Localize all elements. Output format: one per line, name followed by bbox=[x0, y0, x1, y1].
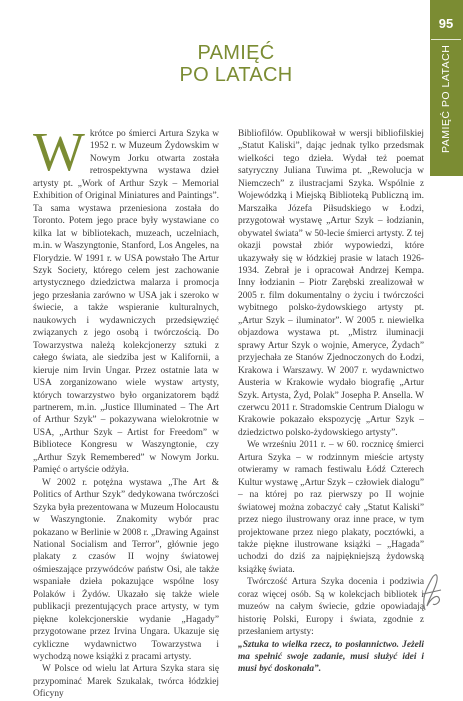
paragraph-text: krótce po śmierci Artura Szyka w 1952 r. w Muzeum Żydowskim w Nowym Jorku otwarta została retrospektywna wystawa dzieł artysty pt. „Work of Arthur Szyk – Memorial Exhibition of Original Miniatures and Paintings”. Ta sama wystawa przeniesiona została do Toronto. Potem jego prace były wystawiane co kilka lat w bibliotekach, muzeach, uczelniach, m.in. w Waszyngtonie, Stanford, Los Angeles, na Florydzie. W 1991 r. w USA powstało The Artur Szyk Society, którego celem jest zachowanie artystycznego dziedzictwa malarza i promocja jego przesłania zarówno w USA jak i szeroko w świecie, a także wspieranie kulturalnych, naukowych i wydawniczych przedsięwzięć związanych z jego osobą i twórczością. Do Towarzystwa należą kolekcjonerzy sztuki z całego świata, ale siedziba jest w Kalifornii, a kieruje nim Irvin Ungar. Przez ostatnie lata w USA zorganizowano wiele wystaw artysty, których towarzystwo było organizatorem bądź partnerem, m.in. „Justice Illuminated – The Art of Arthur Szyk” – pokazywana wielokrotnie w USA, „Arthur Szyk – Artist for Freedom” w Bibliotece Kongresu w Waszyngtonie, czy „Arthur Szyk Remembered” w Nowym Jorku. Pamięć o artyście odżyła. bbox=[33, 129, 219, 476]
page-number: 95 bbox=[438, 16, 454, 31]
sidebar-tab bbox=[430, 0, 463, 176]
paragraph bbox=[33, 121, 219, 477]
title-line-1: PAMIĘĆ bbox=[197, 42, 275, 64]
paragraph: W Polsce od wielu lat Artura Szyka stara się przypominać Marek Szukalak, twórca łódzkiej Oficyny bbox=[33, 664, 219, 700]
right-column bbox=[238, 128, 424, 676]
article-title bbox=[160, 42, 312, 86]
left-column bbox=[33, 121, 219, 701]
paragraph: Bibliofilów. Opublikował w wersji bibliofilskiej „Statut Kaliski”, dając jednak tylko przedsmak wielkości tego dzieła. Wydał też poemat satyryczny Juliana Tuwima pt. „Rewolucja w Niemczech” z ilustracjami Szyka. Wspólnie z Wojewódzką i Miejską Biblioteką Publiczną im. Marszałka Józefa Piłsudskiego w Łodzi, przygotował wystawę „Artur Szyk – łodzianin, obywatel świata” w 50-lecie śmierci artysty. Z tej okazji powstał zbiór wypowiedzi, które ukazywały się w łódzkiej prasie w latach 1926-1934. Zebrał je i opracował Andrzej Kempa. Inny łodzianin – Piotr Zarębski zrealizował w 2005 r. film dokumentalny o życiu i twórczości wybitnego polsko-żydowskiego artysty pt. „Artur Szyk – iluminator”. W 2005 r. niewielka objazdowa wystawa pt. „Mistrz iluminacji sprawy Artur Szyk o wojnie, Ameryce, Żydach” przyjechała ze Stanów Zjednoczonych do Łodzi, Krakowa i Warszawy. W 2007 r. wydawnictwo Austeria w Krakowie wydało biografię „Artur Szyk. Artysta, Żyd, Polak” Josepha P. Ansella. W czerwcu 2011 r. Stradomskie Centrum Dialogu w Krakowie pokazało ekspozycję „Artur Szyk – dziedzictwo polsko-żydowskiego artysty”. bbox=[238, 129, 424, 438]
paragraph: Twórczość Artura Szyka docenia i podziwia coraz więcej osób. Są w kolekcjach bibliotek i muzeów na całym świecie, gdzie opowiadają historię Polski, Europy i świata, zgodnie z przesłaniem artysty: bbox=[238, 577, 424, 638]
closing-quote: „Sztuka to wielka rzecz, to posłannictwo. Jeżeli ma spełnić swoje zadanie, musi służyć idei i musi być doskonała”. bbox=[238, 639, 424, 675]
paragraph: We wrześniu 2011 r. – w 60. rocznicę śmierci Artura Szyka – w rodzinnym mieście artysty otwieramy w ramach festiwalu Łódź Czterech Kultur wystawę „Artur Szyk – człowiek dialogu” – na której po raz pierwszy po II wojnie światowej można zobaczyć cały „Statut Kaliski” przez niego ilustrowany oraz inne prace, w tym projektowane przez niego plakaty, pocztówki, a także piękne ilustrowane książki – „Hagada” uchodzi do dziś za najpiękniejszą żydowską książkę świata. bbox=[238, 440, 424, 575]
title-line-2: PO LATACH bbox=[179, 64, 293, 86]
paragraph: W 2002 r. potężna wystawa „The Art & Politics of Arthur Szyk” dedykowana twórczości Szyka była prezentowana w Muzeum Holocaustu w Waszyngtonie. Znakomity wybór prac pokazano w Berlinie w 2008 r. „Drawing Against National Socialism and Terror”, głównie jego plakaty z czasów II wojny światowej ośmieszające przywódców państw Osi, ale także wspaniałe dzieła pokazujące wspólne losy Polaków i Żydów. Ukazało się także wiele publikacji prezentujących prace artysty, w tym piękne kolekcjonerskie wydanie „Hagady” przygotowane przez Irvina Ungara. Ukazuje się cykliczne wydawnictwo Towarzystwa i wychodzą nowe książki z pracami artysty. bbox=[33, 477, 219, 663]
sidebar-divider bbox=[431, 39, 461, 40]
section-title-vertical: PAMIĘĆ PO LATACH bbox=[440, 45, 452, 154]
signature-mark bbox=[417, 568, 445, 614]
drop-cap: W bbox=[33, 121, 85, 182]
